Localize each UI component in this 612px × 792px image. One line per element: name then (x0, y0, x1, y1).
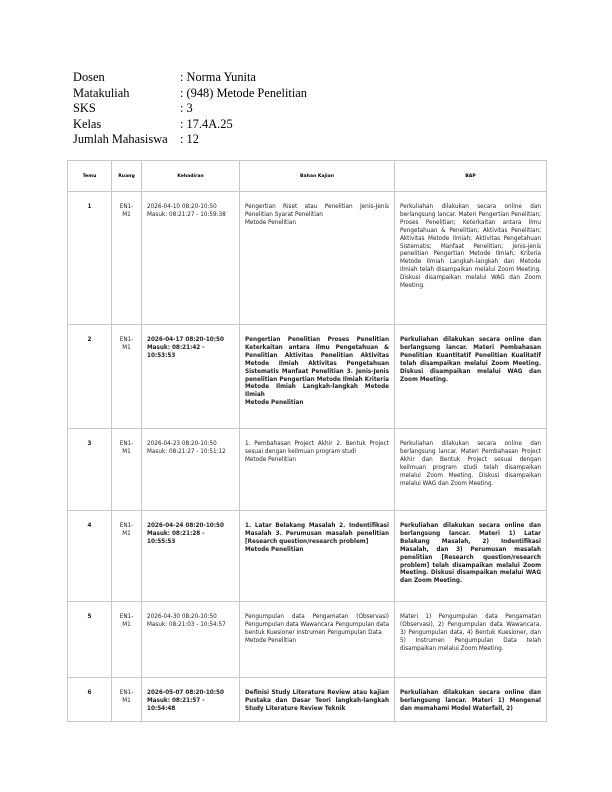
ruang-cell: EN1-M1 (119, 204, 134, 218)
bahan-sub: Metode Penelitian (245, 400, 304, 407)
bahan-text: Definisi Study Literature Review atau kajian Pustaka dan Dasar Teori langkah-langkah Study Literature Review Teknik (245, 690, 389, 712)
bahan-sub: Metode Penelitian (245, 546, 304, 553)
header-row-kelas (73, 117, 307, 133)
jumlah-value: : 12 (180, 132, 199, 147)
bahan-cell (240, 678, 394, 720)
matakuliah-label: Matakuliah (73, 85, 130, 100)
bap-cell: Perkuliahan dilakukan secara online dan berlangsung lancar. Materi Pembahasan Penelitian Kuantitatif Penelitian Kualitatif telah disampaikan melalui Zoom Meeting. Diskusi disampaikan melalui WAG dan Zoom Meeting. (400, 337, 541, 383)
table-row (68, 192, 547, 325)
bap-cell: Perkuliahan dilakukan secara online dan berlangsung lancar. Materi Pembahasan Project Akhir dan Bentuk Project sesuai dengan keilmuan program studi telah disampaikan melalui Zoom Meeting. Diskusi disampaikan melalui WAG dan Zoom Meeting. (400, 441, 541, 487)
bap-cell: Perkuliahan dilakukan secara online dan berlangsung lancar. Materi 1) Latar Belakang Masalah, 2) Indentifikasi Masalah, dan 3) Perumusan masalah penelitian [Research question/research problem] telah disampaikan melalui Zoom Meeting. Diskusi disampaikan melalui WAG dan Zoom Meeting. (400, 523, 541, 585)
table-row (68, 325, 547, 429)
temu-cell: 3 (87, 441, 92, 447)
bahan-sub: Metode Penelitian (245, 637, 296, 644)
header-row-matakuliah (73, 86, 307, 102)
kehadiran-masuk: Masuk: 08:21:03 - 10:54:57 (147, 621, 226, 628)
attendance-table (67, 160, 547, 722)
matakuliah-value: : (948) Metode Penelitian (180, 85, 307, 100)
bahan-text: Pengertian Riset atau Penelitian Jenis-Jenis Penelitian Syarat Penelitian (245, 204, 389, 218)
bahan-text: 1. Latar Belakang Masalah 2. Indentifikasi Masalah 3. Perumusan masalah penelitian [Research question/research problem] (245, 523, 389, 545)
bahan-text: 1. Pembahasan Project Akhir 2. Bentuk Project sesuai dengan keilmuan program studi (245, 441, 389, 455)
ruang-cell: EN1-M1 (119, 337, 134, 351)
dosen-label: Dosen (73, 70, 105, 84)
bap-cell: Materi 1) Pengumpulan data Pengamatan (Observasi), 2) Pengumpulan data Wawancara, 3) Pengumpulan data, 4) Bentuk Kuesioner, dan 5) Instrumen Pengumpulan Data telah disampaikan melalui Zoom Meeting. (400, 614, 541, 652)
kehadiran-cell (142, 192, 239, 226)
bahan-text: Pengertian Penelitian Proses Penelitian Keterkaitan antara Ilmu Pengetahuan & Penelitian Aktivitas Penelitian Aktivitas Metode Ilmiah Aktivitas Pengetahuan Sistematis Manfaat Penelitian 3. Jenis-Jenis penelitian Pengertian Metode Ilmiah Kriteria Metode Ilmiah Langkah-langkah Metode Ilmiah (245, 337, 389, 399)
table-row (68, 429, 547, 511)
col-header-kehadiran: Kehadiran (142, 161, 240, 192)
course-header (73, 70, 307, 148)
kelas-label: Kelas (73, 116, 102, 131)
header-row-jumlah (73, 132, 307, 148)
temu-cell: 1 (87, 204, 92, 210)
col-header-bahan-kajian: Bahan Kajian (240, 161, 395, 192)
kehadiran-cell (142, 678, 239, 720)
temu-cell: 4 (87, 523, 92, 529)
temu-cell: 2 (87, 337, 92, 343)
kehadiran-masuk: Masuk: 08:21:42 - 10:53:53 (147, 344, 205, 359)
ruang-cell: EN1-M1 (119, 523, 134, 537)
bahan-sub: Metode Penelitian (245, 219, 296, 226)
kehadiran-masuk: Masuk: 08:21:28 - 10:55:53 (147, 530, 205, 545)
kehadiran-time: 2026-04-17 08:20-10:50 (147, 337, 224, 343)
kehadiran-time: 2026-04-23 08:20-10:50 (147, 441, 217, 447)
temu-cell: 5 (87, 614, 92, 620)
bap-cell: Perkuliahan dilakukan secara online dan berlangsung lancar. Materi 1) Mengenal dan memahami Model Waterfall, 2) (400, 690, 541, 712)
bahan-cell (240, 429, 394, 471)
kehadiran-time: 2026-04-10 08:20-10:50 (147, 204, 217, 210)
kehadiran-masuk: Masuk: 08:21:27 - 10:51:12 (147, 448, 226, 455)
col-header-bap: BAP (395, 161, 547, 192)
col-header-temu: Temu (68, 161, 112, 192)
sks-value: : 3 (180, 101, 193, 116)
sks-label: SKS (73, 101, 96, 116)
bahan-cell (240, 511, 394, 561)
table-header-row (68, 161, 547, 192)
table-row (68, 511, 547, 602)
ruang-cell: EN1-M1 (119, 614, 134, 628)
temu-cell: 6 (87, 690, 92, 696)
dosen-value: : Norma Yunita (180, 70, 256, 84)
table-row (68, 678, 547, 722)
bahan-sub: Metode Penelitian (245, 456, 296, 463)
bap-cell: Perkuliahan dilakukan secara online dan berlangsung lancar. Materi Pengertian Penelitian; Proses Penelitian; Keterkaitan antara Ilmu Pengetahuan & Penelitian; Aktivitas Penelitian; Aktivitas Metode Ilmiah; Aktivitas Pengetahuan Sistematis; Manfaat Penelitian; Jenis-jenis penelitian Pengertian Metode Ilmiah; Kriteria Metode Ilmiah Langkah-langkah dan Metode Ilmiah telah disampaikan melalui Zoom Meeting. Diskusi disampaikan melalui WAG dan Zoom Meeting. (400, 204, 541, 290)
ruang-cell: EN1-M1 (119, 690, 134, 704)
kehadiran-masuk: Masuk: 08:21:57 - 10:54:48 (147, 697, 205, 712)
table-row (68, 602, 547, 678)
bahan-text: Pengumpulan data Pengamatan (Observasi) Pengumpulan data Wawancara Pengumpulan data bentuk Kuesioner Instrumen Pengumpulan Data (245, 614, 389, 636)
kehadiran-cell (142, 602, 239, 636)
kehadiran-cell (142, 429, 239, 463)
header-row-dosen (73, 70, 307, 86)
jumlah-label: Jumlah Mahasiswa (73, 132, 168, 147)
kehadiran-time: 2026-04-30 08:20-10:50 (147, 614, 217, 620)
kelas-value: : 17.4A.25 (180, 116, 233, 131)
header-row-sks (73, 101, 307, 117)
bahan-cell (240, 602, 394, 652)
kehadiran-time: 2026-04-24 08:20-10:50 (147, 523, 224, 529)
kehadiran-cell (142, 325, 239, 367)
kehadiran-time: 2026-05-07 08:20-10:50 (147, 690, 224, 696)
bahan-cell (240, 192, 394, 234)
kehadiran-cell (142, 511, 239, 553)
kehadiran-masuk: Masuk: 08:21:27 - 10:59:38 (147, 211, 226, 218)
col-header-ruang: Ruang (112, 161, 142, 192)
ruang-cell: EN1-M1 (119, 441, 134, 455)
bahan-cell (240, 325, 394, 414)
